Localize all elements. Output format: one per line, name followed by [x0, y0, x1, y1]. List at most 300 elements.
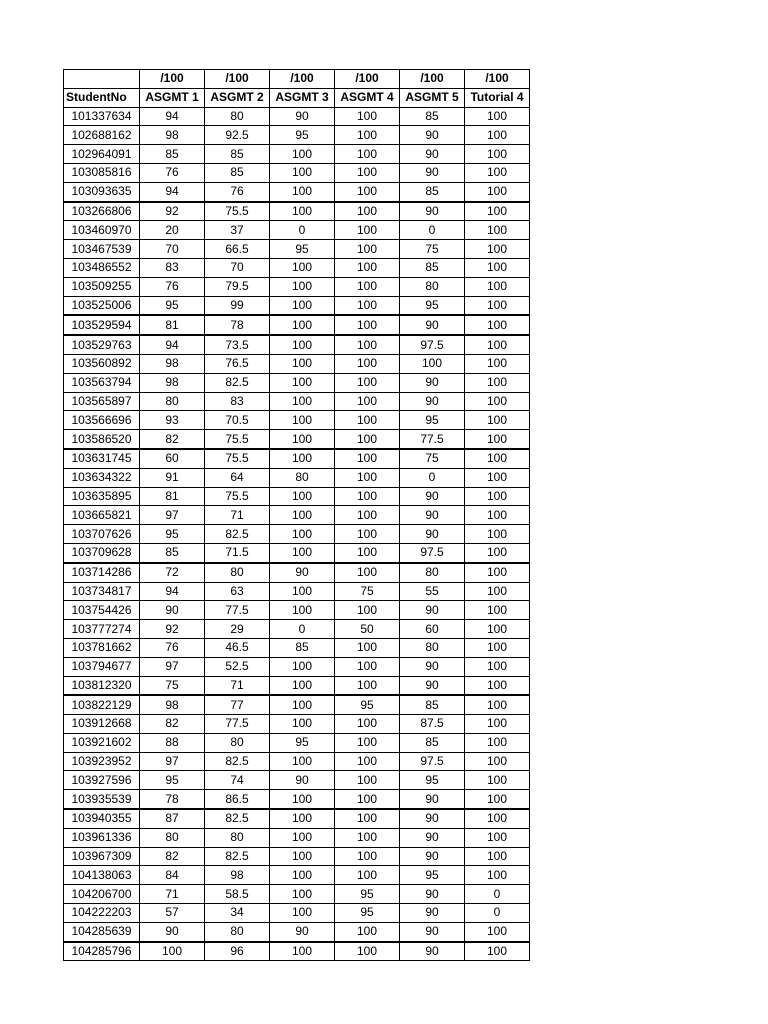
score-cell[interactable]: 100: [270, 828, 335, 847]
score-cell[interactable]: 80: [400, 638, 465, 657]
score-cell[interactable]: 100: [465, 695, 530, 714]
score-cell[interactable]: 100: [335, 771, 400, 790]
score-cell[interactable]: 100: [465, 582, 530, 601]
score-cell[interactable]: 92: [140, 202, 205, 221]
score-cell[interactable]: 97: [140, 752, 205, 771]
score-cell[interactable]: 71: [140, 885, 205, 904]
score-cell[interactable]: 95: [140, 296, 205, 315]
score-cell[interactable]: 100: [270, 904, 335, 923]
score-cell[interactable]: 100: [335, 277, 400, 296]
score-cell[interactable]: 100: [335, 487, 400, 506]
student-number-cell[interactable]: 103781662: [64, 638, 140, 657]
score-cell[interactable]: 100: [335, 163, 400, 182]
score-cell[interactable]: 90: [400, 392, 465, 411]
student-number-cell[interactable]: 103529594: [64, 315, 140, 335]
student-number-cell[interactable]: 103486552: [64, 258, 140, 277]
score-cell[interactable]: 100: [465, 373, 530, 392]
score-cell[interactable]: 100: [335, 506, 400, 525]
student-number-cell[interactable]: 103586520: [64, 430, 140, 449]
score-cell[interactable]: 79.5: [205, 277, 270, 296]
score-cell[interactable]: 85: [205, 163, 270, 182]
score-cell[interactable]: 100: [465, 563, 530, 582]
student-number-cell[interactable]: 103822129: [64, 695, 140, 714]
score-cell[interactable]: 90: [400, 885, 465, 904]
score-cell[interactable]: 92: [140, 620, 205, 639]
score-cell[interactable]: 100: [270, 809, 335, 828]
score-cell[interactable]: 100: [270, 258, 335, 277]
score-cell[interactable]: 90: [400, 601, 465, 620]
score-cell[interactable]: 75: [400, 240, 465, 259]
score-cell[interactable]: 85: [140, 145, 205, 164]
score-cell[interactable]: 90: [400, 828, 465, 847]
score-cell[interactable]: 100: [270, 430, 335, 449]
score-cell[interactable]: 100: [335, 752, 400, 771]
score-cell[interactable]: 100: [270, 506, 335, 525]
score-cell[interactable]: 76: [205, 182, 270, 201]
student-number-cell[interactable]: 103560892: [64, 354, 140, 373]
max-score-cell[interactable]: /100: [140, 70, 205, 89]
score-cell[interactable]: 100: [270, 487, 335, 506]
score-cell[interactable]: 100: [270, 695, 335, 714]
column-header-asgmt5[interactable]: ASGMT 5: [400, 88, 465, 107]
score-cell[interactable]: 0: [400, 221, 465, 240]
score-cell[interactable]: 100: [335, 942, 400, 961]
score-cell[interactable]: 100: [465, 449, 530, 468]
score-cell[interactable]: 98: [140, 126, 205, 145]
score-cell[interactable]: 100: [465, 525, 530, 544]
score-cell[interactable]: 50: [335, 620, 400, 639]
score-cell[interactable]: 100: [335, 563, 400, 582]
score-cell[interactable]: 100: [465, 335, 530, 354]
score-cell[interactable]: 95: [335, 695, 400, 714]
score-cell[interactable]: 85: [400, 258, 465, 277]
score-cell[interactable]: 100: [335, 601, 400, 620]
score-cell[interactable]: 100: [335, 543, 400, 562]
score-cell[interactable]: 80: [140, 392, 205, 411]
student-number-cell[interactable]: 103266806: [64, 202, 140, 221]
score-cell[interactable]: 95: [335, 904, 400, 923]
score-cell[interactable]: 100: [465, 221, 530, 240]
score-cell[interactable]: 100: [335, 430, 400, 449]
score-cell[interactable]: 95: [270, 240, 335, 259]
column-header-asgmt4[interactable]: ASGMT 4: [335, 88, 400, 107]
score-cell[interactable]: 100: [335, 715, 400, 734]
score-cell[interactable]: 82: [140, 847, 205, 866]
score-cell[interactable]: 81: [140, 315, 205, 335]
student-number-cell[interactable]: 104206700: [64, 885, 140, 904]
student-number-cell[interactable]: 103714286: [64, 563, 140, 582]
score-cell[interactable]: 85: [270, 638, 335, 657]
score-cell[interactable]: 81: [140, 487, 205, 506]
student-number-cell[interactable]: 103529763: [64, 335, 140, 354]
score-cell[interactable]: 85: [400, 107, 465, 126]
score-cell[interactable]: 85: [205, 145, 270, 164]
score-cell[interactable]: 80: [205, 922, 270, 941]
score-cell[interactable]: 74: [205, 771, 270, 790]
score-cell[interactable]: 20: [140, 221, 205, 240]
column-header-tutorial4[interactable]: Tutorial 4: [465, 88, 530, 107]
score-cell[interactable]: 100: [465, 676, 530, 695]
student-number-cell[interactable]: 104138063: [64, 866, 140, 885]
score-cell[interactable]: 29: [205, 620, 270, 639]
score-cell[interactable]: 100: [270, 847, 335, 866]
score-cell[interactable]: 100: [335, 468, 400, 487]
score-cell[interactable]: 86.5: [205, 790, 270, 809]
student-number-cell[interactable]: 103565897: [64, 392, 140, 411]
score-cell[interactable]: 97.5: [400, 543, 465, 562]
score-cell[interactable]: 90: [400, 942, 465, 961]
score-cell[interactable]: 100: [270, 354, 335, 373]
score-cell[interactable]: 100: [465, 620, 530, 639]
score-cell[interactable]: 78: [205, 315, 270, 335]
score-cell[interactable]: 0: [270, 620, 335, 639]
score-cell[interactable]: 76: [140, 163, 205, 182]
score-cell[interactable]: 100: [335, 296, 400, 315]
score-cell[interactable]: 84: [140, 866, 205, 885]
score-cell[interactable]: 90: [400, 506, 465, 525]
score-cell[interactable]: 100: [335, 790, 400, 809]
score-cell[interactable]: 100: [270, 657, 335, 676]
score-cell[interactable]: 100: [465, 430, 530, 449]
student-number-cell[interactable]: 103967309: [64, 847, 140, 866]
score-cell[interactable]: 71: [205, 506, 270, 525]
student-number-cell[interactable]: 103635895: [64, 487, 140, 506]
score-cell[interactable]: 88: [140, 733, 205, 752]
score-cell[interactable]: 94: [140, 107, 205, 126]
score-cell[interactable]: 100: [270, 582, 335, 601]
score-cell[interactable]: 75.5: [205, 202, 270, 221]
score-cell[interactable]: 80: [205, 828, 270, 847]
score-cell[interactable]: 100: [140, 942, 205, 961]
score-cell[interactable]: 100: [270, 411, 335, 430]
score-cell[interactable]: 90: [400, 657, 465, 676]
score-cell[interactable]: 0: [465, 885, 530, 904]
score-cell[interactable]: 100: [465, 847, 530, 866]
score-cell[interactable]: 100: [465, 771, 530, 790]
score-cell[interactable]: 76.5: [205, 354, 270, 373]
score-cell[interactable]: 90: [400, 676, 465, 695]
score-cell[interactable]: 100: [335, 107, 400, 126]
score-cell[interactable]: 82.5: [205, 752, 270, 771]
score-cell[interactable]: 100: [335, 657, 400, 676]
score-cell[interactable]: 98: [140, 695, 205, 714]
score-cell[interactable]: 100: [465, 866, 530, 885]
student-number-cell[interactable]: 103634322: [64, 468, 140, 487]
score-cell[interactable]: 90: [400, 809, 465, 828]
student-number-cell[interactable]: 103935539: [64, 790, 140, 809]
score-cell[interactable]: 70.5: [205, 411, 270, 430]
score-cell[interactable]: 99: [205, 296, 270, 315]
score-cell[interactable]: 82: [140, 430, 205, 449]
score-cell[interactable]: 75.5: [205, 430, 270, 449]
column-header-asgmt2[interactable]: ASGMT 2: [205, 88, 270, 107]
score-cell[interactable]: 100: [465, 145, 530, 164]
score-cell[interactable]: 100: [465, 277, 530, 296]
score-cell[interactable]: 90: [400, 315, 465, 335]
student-number-cell[interactable]: 102964091: [64, 145, 140, 164]
score-cell[interactable]: 100: [270, 315, 335, 335]
score-cell[interactable]: 100: [335, 335, 400, 354]
max-score-cell[interactable]: /100: [270, 70, 335, 89]
score-cell[interactable]: 100: [270, 145, 335, 164]
score-cell[interactable]: 75.5: [205, 487, 270, 506]
student-number-cell[interactable]: 103923952: [64, 752, 140, 771]
score-cell[interactable]: 66.5: [205, 240, 270, 259]
student-number-cell[interactable]: 104285796: [64, 942, 140, 961]
student-number-cell[interactable]: 103085816: [64, 163, 140, 182]
score-cell[interactable]: 0: [400, 468, 465, 487]
score-cell[interactable]: 97.5: [400, 752, 465, 771]
score-cell[interactable]: 90: [400, 163, 465, 182]
score-cell[interactable]: 76: [140, 638, 205, 657]
score-cell[interactable]: 100: [465, 715, 530, 734]
score-cell[interactable]: 100: [270, 601, 335, 620]
max-score-cell[interactable]: /100: [335, 70, 400, 89]
score-cell[interactable]: 75: [335, 582, 400, 601]
score-cell[interactable]: 100: [270, 790, 335, 809]
score-cell[interactable]: 90: [140, 922, 205, 941]
score-cell[interactable]: 95: [400, 296, 465, 315]
student-number-cell[interactable]: 103525006: [64, 296, 140, 315]
score-cell[interactable]: 77.5: [400, 430, 465, 449]
score-cell[interactable]: 100: [335, 676, 400, 695]
score-cell[interactable]: 77.5: [205, 715, 270, 734]
score-cell[interactable]: 80: [400, 277, 465, 296]
score-cell[interactable]: 70: [140, 240, 205, 259]
score-cell[interactable]: 100: [465, 657, 530, 676]
score-cell[interactable]: 90: [400, 145, 465, 164]
score-cell[interactable]: 83: [140, 258, 205, 277]
column-header-studentno[interactable]: StudentNo: [64, 88, 140, 107]
score-cell[interactable]: 90: [400, 922, 465, 941]
score-cell[interactable]: 85: [400, 182, 465, 201]
score-cell[interactable]: 100: [465, 828, 530, 847]
student-number-cell[interactable]: 103093635: [64, 182, 140, 201]
score-cell[interactable]: 100: [270, 676, 335, 695]
score-cell[interactable]: 98: [205, 866, 270, 885]
student-number-cell[interactable]: 101337634: [64, 107, 140, 126]
score-cell[interactable]: 91: [140, 468, 205, 487]
score-cell[interactable]: 46.5: [205, 638, 270, 657]
score-cell[interactable]: 55: [400, 582, 465, 601]
score-cell[interactable]: 64: [205, 468, 270, 487]
score-cell[interactable]: 100: [465, 240, 530, 259]
max-score-cell[interactable]: /100: [465, 70, 530, 89]
column-header-asgmt1[interactable]: ASGMT 1: [140, 88, 205, 107]
student-number-cell[interactable]: 103665821: [64, 506, 140, 525]
score-cell[interactable]: 77: [205, 695, 270, 714]
score-cell[interactable]: 75: [400, 449, 465, 468]
score-cell[interactable]: 100: [335, 733, 400, 752]
score-cell[interactable]: 85: [400, 695, 465, 714]
max-score-cell[interactable]: /100: [400, 70, 465, 89]
score-cell[interactable]: 71.5: [205, 543, 270, 562]
score-cell[interactable]: 77.5: [205, 601, 270, 620]
score-cell[interactable]: 100: [270, 525, 335, 544]
score-cell[interactable]: 82.5: [205, 525, 270, 544]
score-cell[interactable]: 100: [465, 163, 530, 182]
score-cell[interactable]: 95: [140, 525, 205, 544]
score-cell[interactable]: 94: [140, 335, 205, 354]
score-cell[interactable]: 92.5: [205, 126, 270, 145]
score-cell[interactable]: 0: [270, 221, 335, 240]
score-cell[interactable]: 80: [140, 828, 205, 847]
score-cell[interactable]: 90: [400, 790, 465, 809]
score-cell[interactable]: 100: [270, 885, 335, 904]
score-cell[interactable]: 37: [205, 221, 270, 240]
max-score-cell[interactable]: [64, 70, 140, 89]
score-cell[interactable]: 63: [205, 582, 270, 601]
student-number-cell[interactable]: 103777274: [64, 620, 140, 639]
score-cell[interactable]: 90: [400, 487, 465, 506]
score-cell[interactable]: 0: [465, 904, 530, 923]
score-cell[interactable]: 82.5: [205, 847, 270, 866]
score-cell[interactable]: 100: [465, 182, 530, 201]
score-cell[interactable]: 90: [400, 126, 465, 145]
student-number-cell[interactable]: 103563794: [64, 373, 140, 392]
score-cell[interactable]: 100: [465, 942, 530, 961]
score-cell[interactable]: 100: [270, 543, 335, 562]
score-cell[interactable]: 97: [140, 657, 205, 676]
score-cell[interactable]: 85: [140, 543, 205, 562]
score-cell[interactable]: 100: [465, 126, 530, 145]
score-cell[interactable]: 94: [140, 182, 205, 201]
score-cell[interactable]: 100: [270, 392, 335, 411]
student-number-cell[interactable]: 103794677: [64, 657, 140, 676]
student-number-cell[interactable]: 103566696: [64, 411, 140, 430]
score-cell[interactable]: 95: [400, 771, 465, 790]
score-cell[interactable]: 34: [205, 904, 270, 923]
score-cell[interactable]: 82.5: [205, 809, 270, 828]
score-cell[interactable]: 98: [140, 354, 205, 373]
score-cell[interactable]: 100: [465, 922, 530, 941]
score-cell[interactable]: 95: [270, 733, 335, 752]
student-number-cell[interactable]: 103734817: [64, 582, 140, 601]
score-cell[interactable]: 100: [270, 296, 335, 315]
score-cell[interactable]: 100: [335, 809, 400, 828]
score-cell[interactable]: 100: [335, 258, 400, 277]
score-cell[interactable]: 100: [465, 468, 530, 487]
score-cell[interactable]: 100: [465, 506, 530, 525]
score-cell[interactable]: 87.5: [400, 715, 465, 734]
score-cell[interactable]: 70: [205, 258, 270, 277]
score-cell[interactable]: 90: [270, 771, 335, 790]
score-cell[interactable]: 57: [140, 904, 205, 923]
score-cell[interactable]: 100: [335, 240, 400, 259]
score-cell[interactable]: 80: [205, 107, 270, 126]
student-number-cell[interactable]: 103467539: [64, 240, 140, 259]
score-cell[interactable]: 100: [465, 809, 530, 828]
score-cell[interactable]: 100: [335, 373, 400, 392]
score-cell[interactable]: 75.5: [205, 449, 270, 468]
score-cell[interactable]: 100: [335, 828, 400, 847]
score-cell[interactable]: 100: [335, 126, 400, 145]
score-cell[interactable]: 95: [400, 866, 465, 885]
score-cell[interactable]: 100: [335, 182, 400, 201]
score-cell[interactable]: 82.5: [205, 373, 270, 392]
score-cell[interactable]: 100: [465, 107, 530, 126]
score-cell[interactable]: 100: [465, 752, 530, 771]
score-cell[interactable]: 100: [270, 335, 335, 354]
score-cell[interactable]: 100: [270, 449, 335, 468]
score-cell[interactable]: 100: [465, 543, 530, 562]
score-cell[interactable]: 90: [270, 563, 335, 582]
score-cell[interactable]: 60: [400, 620, 465, 639]
score-cell[interactable]: 97: [140, 506, 205, 525]
score-cell[interactable]: 72: [140, 563, 205, 582]
score-cell[interactable]: 90: [400, 525, 465, 544]
score-cell[interactable]: 90: [400, 904, 465, 923]
score-cell[interactable]: 100: [335, 202, 400, 221]
score-cell[interactable]: 100: [335, 354, 400, 373]
score-cell[interactable]: 83: [205, 392, 270, 411]
student-number-cell[interactable]: 103709628: [64, 543, 140, 562]
score-cell[interactable]: 80: [270, 468, 335, 487]
score-cell[interactable]: 100: [270, 866, 335, 885]
score-cell[interactable]: 100: [465, 733, 530, 752]
score-cell[interactable]: 52.5: [205, 657, 270, 676]
score-cell[interactable]: 95: [140, 771, 205, 790]
score-cell[interactable]: 100: [335, 638, 400, 657]
score-cell[interactable]: 78: [140, 790, 205, 809]
student-number-cell[interactable]: 103707626: [64, 525, 140, 544]
score-cell[interactable]: 90: [270, 107, 335, 126]
score-cell[interactable]: 90: [140, 601, 205, 620]
score-cell[interactable]: 96: [205, 942, 270, 961]
score-cell[interactable]: 100: [465, 638, 530, 657]
score-cell[interactable]: 100: [465, 296, 530, 315]
score-cell[interactable]: 100: [465, 601, 530, 620]
student-number-cell[interactable]: 103912668: [64, 715, 140, 734]
score-cell[interactable]: 95: [335, 885, 400, 904]
student-number-cell[interactable]: 103927596: [64, 771, 140, 790]
score-cell[interactable]: 75: [140, 676, 205, 695]
student-number-cell[interactable]: 103812320: [64, 676, 140, 695]
score-cell[interactable]: 100: [335, 315, 400, 335]
score-cell[interactable]: 90: [400, 847, 465, 866]
score-cell[interactable]: 100: [270, 182, 335, 201]
student-number-cell[interactable]: 104285639: [64, 922, 140, 941]
score-cell[interactable]: 100: [335, 411, 400, 430]
score-cell[interactable]: 97.5: [400, 335, 465, 354]
score-cell[interactable]: 100: [270, 752, 335, 771]
student-number-cell[interactable]: 104222203: [64, 904, 140, 923]
score-cell[interactable]: 100: [400, 354, 465, 373]
score-cell[interactable]: 100: [335, 847, 400, 866]
student-number-cell[interactable]: 103509255: [64, 277, 140, 296]
student-number-cell[interactable]: 103921602: [64, 733, 140, 752]
score-cell[interactable]: 100: [465, 411, 530, 430]
score-cell[interactable]: 100: [335, 449, 400, 468]
score-cell[interactable]: 100: [270, 202, 335, 221]
student-number-cell[interactable]: 103940355: [64, 809, 140, 828]
score-cell[interactable]: 82: [140, 715, 205, 734]
score-cell[interactable]: 87: [140, 809, 205, 828]
score-cell[interactable]: 100: [270, 277, 335, 296]
score-cell[interactable]: 100: [335, 221, 400, 240]
score-cell[interactable]: 58.5: [205, 885, 270, 904]
score-cell[interactable]: 100: [335, 392, 400, 411]
score-cell[interactable]: 100: [465, 315, 530, 335]
score-cell[interactable]: 100: [465, 354, 530, 373]
score-cell[interactable]: 80: [205, 563, 270, 582]
score-cell[interactable]: 100: [335, 866, 400, 885]
score-cell[interactable]: 100: [270, 942, 335, 961]
score-cell[interactable]: 100: [465, 487, 530, 506]
score-cell[interactable]: 90: [270, 922, 335, 941]
score-cell[interactable]: 100: [335, 525, 400, 544]
score-cell[interactable]: 100: [465, 202, 530, 221]
